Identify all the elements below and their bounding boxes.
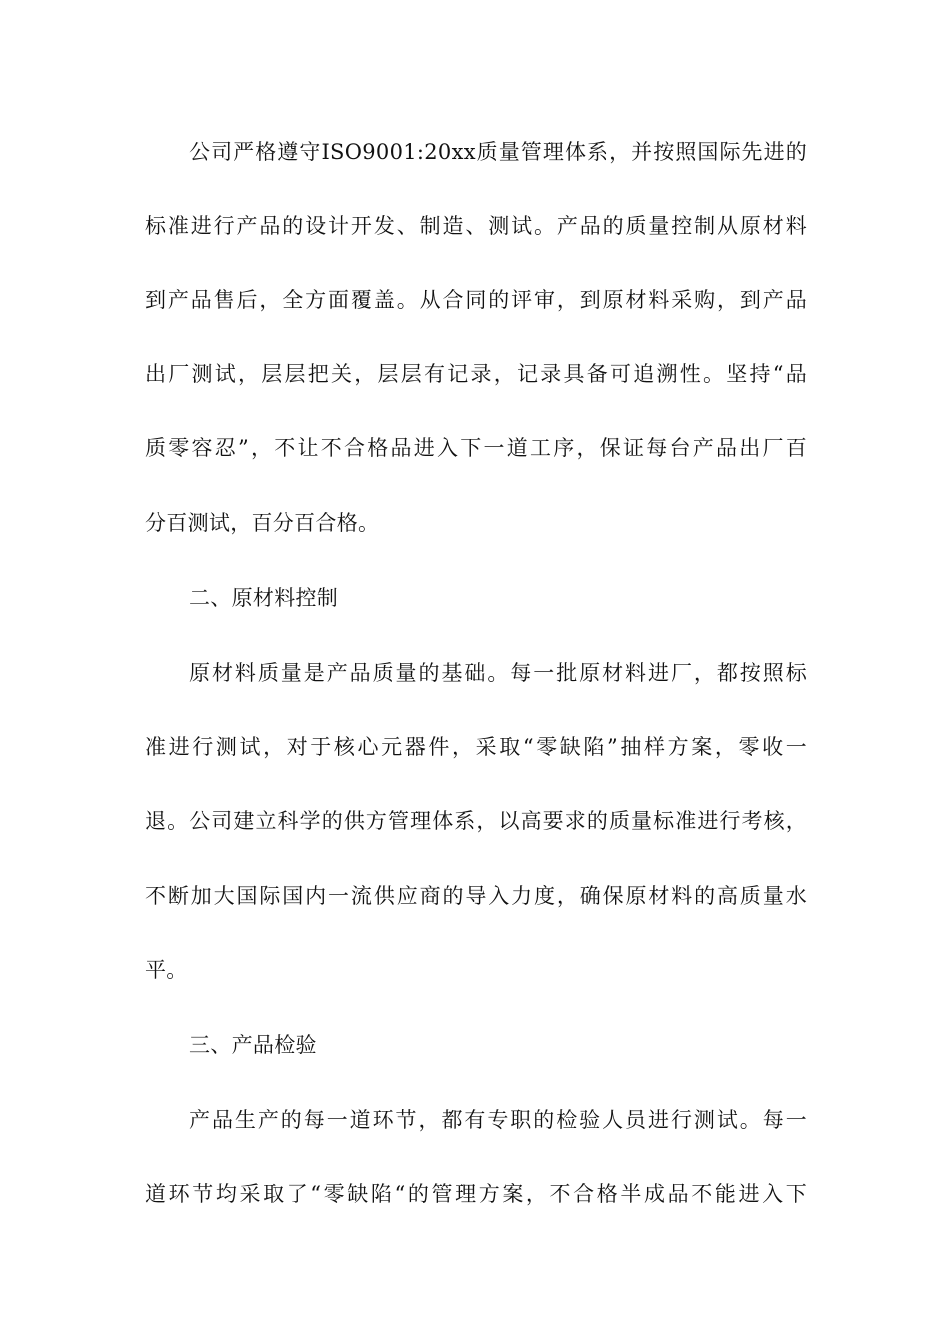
paragraph-2-line-3: 退。公司建立科学的供方管理体系，以高要求的质量标准进行考核， [145, 809, 807, 833]
paragraph-1-line-5: 质零容忍”，不让不合格品进入下一道工序，保证每台产品出厂百 [145, 436, 807, 460]
paragraph-1-line-3: 到产品售后，全方面覆盖。从合同的评审，到原材料采购，到产品 [145, 288, 807, 312]
paragraph-2-line-2: 准进行测试，对于核心元器件，采取“零缺陷”抽样方案，零收一 [145, 735, 807, 759]
paragraph-1-line-1: 公司严格遵守ISO9001:20xx质量管理体系，并按照国际先进的 [189, 140, 807, 164]
paragraph-2-line-1: 原材料质量是产品质量的基础。每一批原材料进厂，都按照标 [189, 661, 807, 685]
paragraph-3-line-2: 道环节均采取了“零缺陷“的管理方案，不合格半成品不能进入下 [145, 1182, 807, 1206]
section-heading-raw-materials: 二、原材料控制 [189, 586, 339, 610]
section-heading-product-inspection: 三、产品检验 [189, 1033, 317, 1057]
paragraph-1-line-6: 分百测试，百分百合格。 [145, 511, 380, 535]
paragraph-2-line-4: 不断加大国际国内一流供应商的导入力度，确保原材料的高质量水 [145, 884, 807, 908]
paragraph-3-line-1: 产品生产的每一道环节，都有专职的检验人员进行测试。每一 [189, 1108, 807, 1132]
paragraph-1-line-2: 标准进行产品的设计开发、制造、测试。产品的质量控制从原材料 [145, 214, 807, 238]
paragraph-2-line-5: 平。 [145, 958, 188, 982]
paragraph-1-line-4: 出厂测试，层层把关，层层有记录，记录具备可追溯性。坚持“品 [145, 362, 807, 386]
document-page [145, 0, 815, 1344]
